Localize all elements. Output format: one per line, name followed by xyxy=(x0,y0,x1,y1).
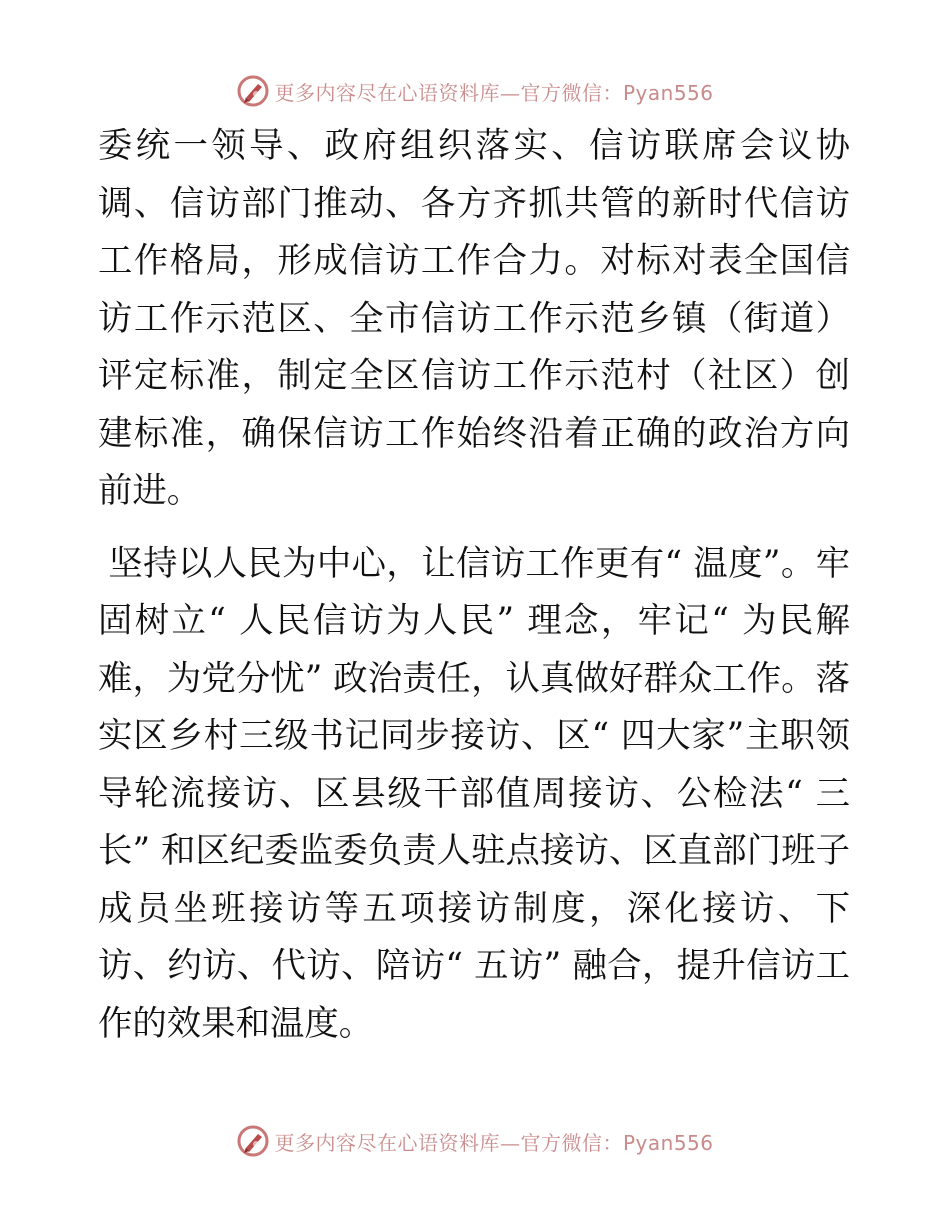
watermark-text: 更多内容尽在心语资料库—官方微信：Pyan556 xyxy=(274,1130,714,1155)
footer-watermark xyxy=(0,1124,950,1158)
wechat-id: Pyan556 xyxy=(622,1130,714,1155)
wechat-id: Pyan556 xyxy=(622,80,714,105)
paragraph-2-text: 坚持以人民为中心，让信访工作更有“ 温度”。牢固树立“ 人民信访为人民” 理念，牢记“ 为民解难，为党分忧” 政治责任，认真做好群众工作。落实区乡村三级书记同步接访、区“ 四大家”主职领导轮流接访、区县级干部值周接访、公检法“ 三长” 和区纪委监委负责人驻点接访、区直部门班子成员坐班接访等五项接访制度，深化接访、下访、约访、代访、陪访“ 五访” 融合，提升信访工作的效果和温度。 xyxy=(98,543,850,1044)
pen-logo-icon xyxy=(236,1124,270,1158)
header-watermark xyxy=(0,74,950,108)
paragraph-2 xyxy=(98,536,850,1054)
document-body xyxy=(98,118,850,1053)
pen-logo-icon xyxy=(236,74,270,108)
paragraph-1: 委统一领导、政府组织落实、信访联席会议协调、信访部门推动、各方齐抓共管的新时代信访工作格局，形成信访工作合力。对标对表全国信访工作示范区、全市信访工作示范乡镇（街道）评定标准，制定全区信访工作示范村（社区）创建标准，确保信访工作始终沿着正确的政治方向前进。 xyxy=(98,126,850,511)
watermark-text: 更多内容尽在心语资料库—官方微信：Pyan556 xyxy=(274,80,714,105)
